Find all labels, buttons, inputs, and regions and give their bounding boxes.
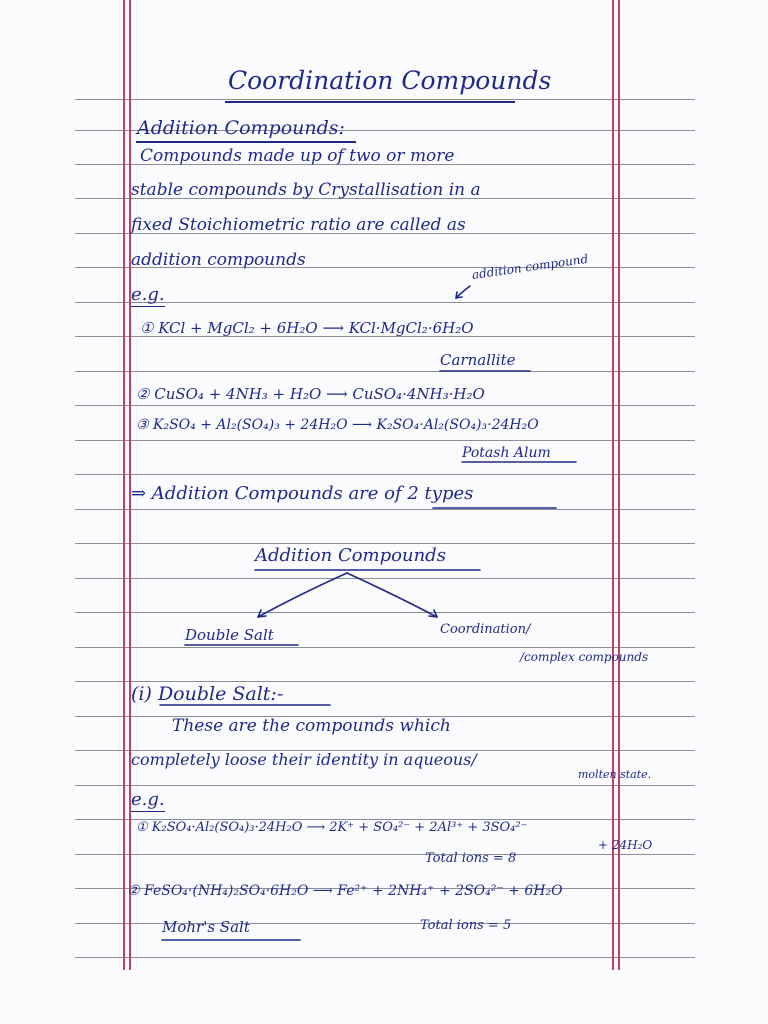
section-heading: Addition Compounds: [137, 117, 345, 139]
mohrs-salt: Mohr's Salt [162, 918, 250, 936]
double-salt-def: completely loose their identity in aqueous/ [131, 750, 477, 769]
types-statement: ⇒ Addition Compounds are of 2 types [131, 483, 474, 504]
double-salt-def: These are the compounds which [172, 716, 451, 736]
ds-example-extra: + 24H₂O [598, 838, 653, 852]
eg-label: e.g. [131, 284, 165, 305]
ds-example-equation: ① K₂SO₄·Al₂(SO₄)₃·24H₂O ⟶ 2K⁺ + SO₄²⁻ + 2Al³⁺ + 3SO₄²⁻ [136, 820, 528, 835]
definition-line: fixed Stoichiometric ratio are called as [131, 215, 466, 235]
molten-state: molten state. [578, 768, 652, 781]
tree-right-cont: /complex compounds [520, 650, 649, 664]
example-equation: ② CuSO₄ + 4NH₃ + H₂O ⟶ CuSO₄·4NH₃·H₂O [136, 385, 485, 403]
total-ions: Total ions = 8 [425, 851, 517, 866]
eg-label: e.g. [131, 789, 165, 810]
definition-line: stable compounds by Crystallisation in a [131, 180, 481, 200]
tree-root: Addition Compounds [255, 545, 446, 566]
total-ions: Total ions = 5 [420, 918, 512, 933]
example-equation: ① KCl + MgCl₂ + 6H₂O ⟶ KCl·MgCl₂·6H₂O [140, 319, 474, 337]
page-title: Coordination Compounds [228, 66, 552, 95]
definition-line: addition compounds [131, 250, 306, 270]
tree-right: Coordination/ [440, 622, 531, 637]
annotation-arrow [456, 286, 470, 298]
definition-line: Compounds made up of two or more [140, 146, 455, 166]
example-equation: ③ K₂SO₄ + Al₂(SO₄)₃ + 24H₂O ⟶ K₂SO₄·Al₂(SO₄)₃·24H₂O [136, 417, 539, 433]
example-name: Potash Alum [462, 445, 551, 461]
example-name: Carnallite [440, 351, 516, 369]
double-salt-heading: (i) Double Salt:- [131, 683, 284, 705]
tree-branch-left [258, 573, 347, 617]
tree-branch-right [347, 573, 437, 617]
addition-compound-annotation: addition compound [471, 251, 589, 282]
ds-example-equation: ② FeSO₄·(NH₄)₂SO₄·6H₂O ⟶ Fe²⁺ + 2NH₄⁺ + 2SO₄²⁻ + 6H₂O [127, 883, 563, 899]
tree-left: Double Salt [185, 626, 274, 644]
